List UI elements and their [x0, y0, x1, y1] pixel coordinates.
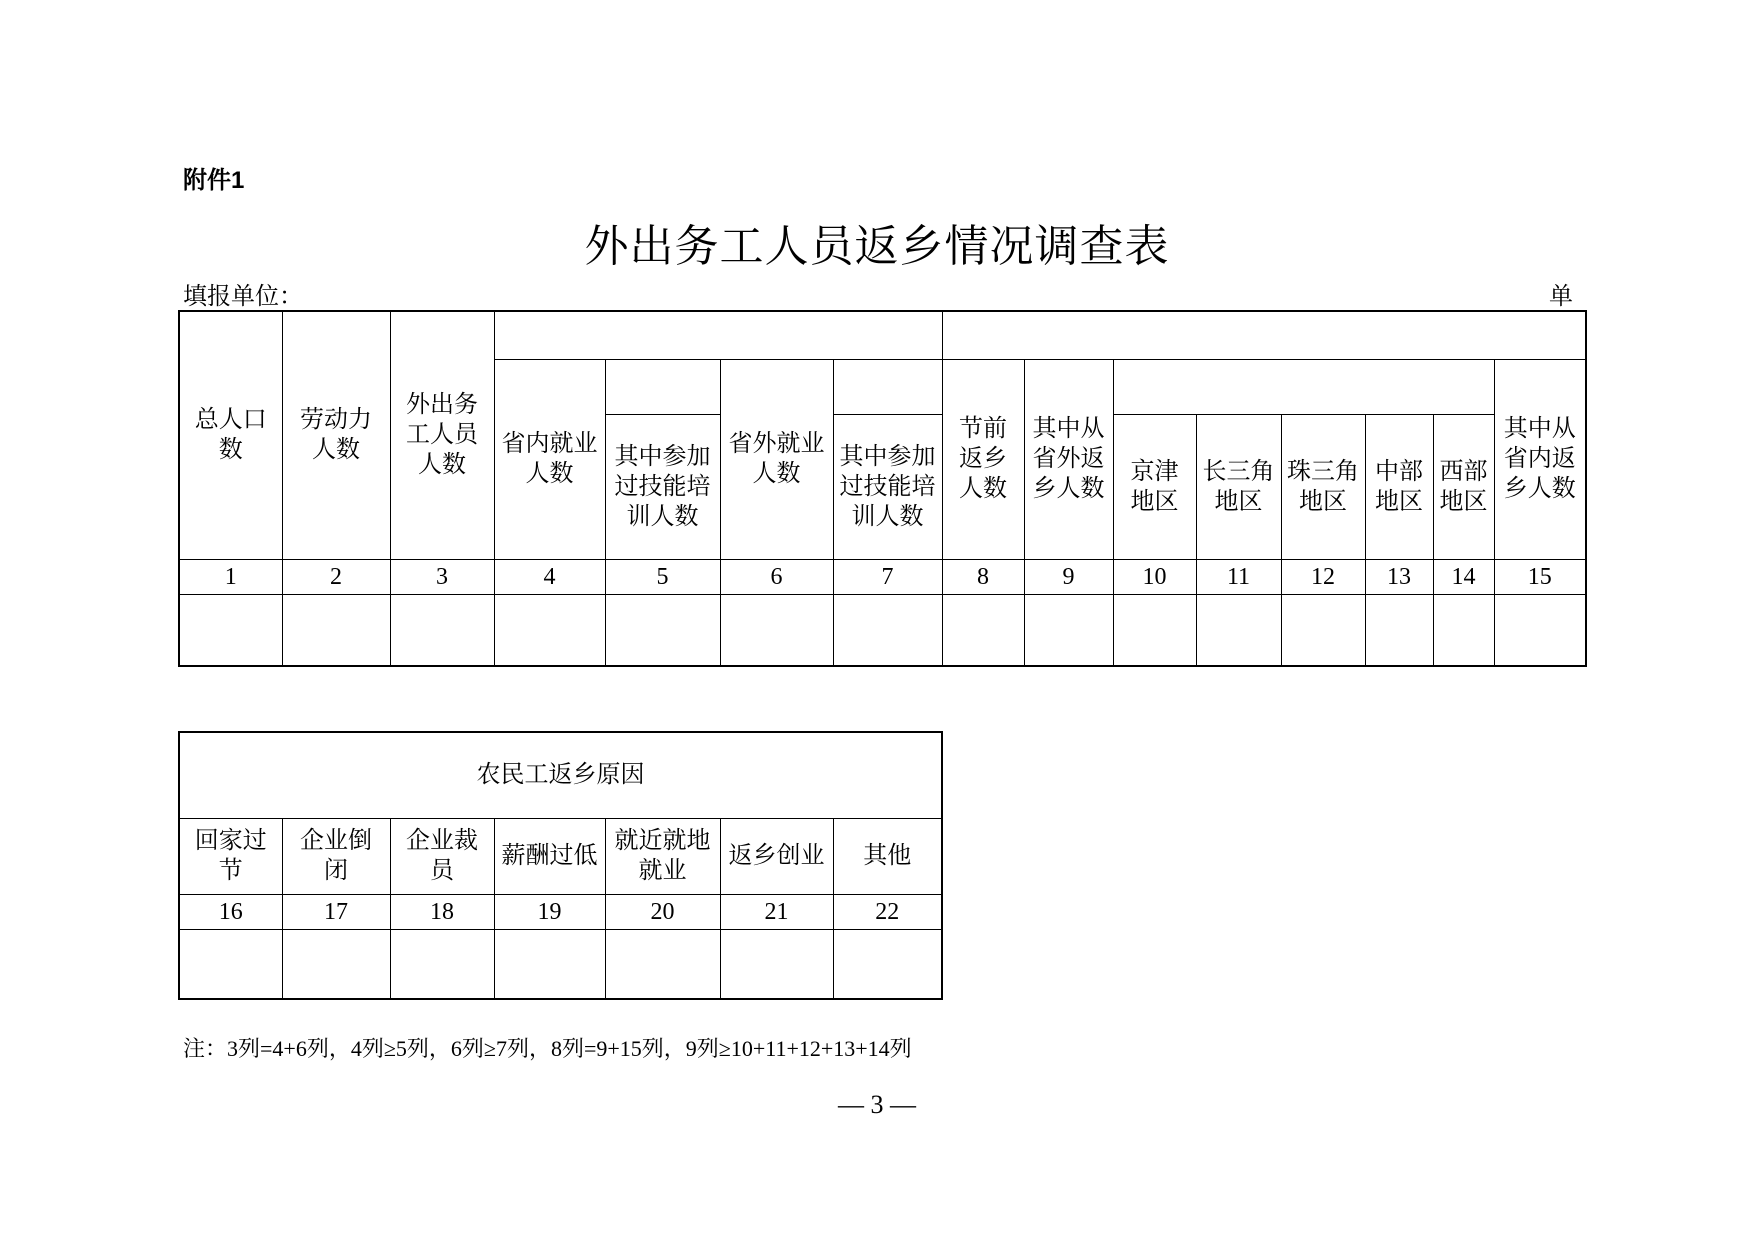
header-label: 省内就业 人数	[501, 431, 598, 487]
survey-table	[178, 310, 1587, 667]
reason-label: 回家过 节	[194, 828, 267, 884]
header-cell-col-4	[494, 359, 605, 559]
data-cell[interactable]	[390, 929, 494, 999]
reason-label: 返乡创业	[728, 843, 825, 869]
header-cell-col-7	[833, 414, 942, 559]
column-number: 13	[1365, 559, 1433, 594]
header-label: 其中参加 过技能培 训人数	[614, 443, 711, 530]
column-number: 20	[605, 894, 720, 929]
data-cell[interactable]	[833, 929, 942, 999]
data-cell[interactable]	[720, 929, 833, 999]
data-cell[interactable]	[1113, 594, 1196, 666]
header-label: 省外就业 人数	[728, 431, 825, 487]
data-cell[interactable]	[282, 929, 390, 999]
data-cell[interactable]	[390, 594, 494, 666]
data-cell[interactable]	[1196, 594, 1281, 666]
column-number: 2	[282, 559, 390, 594]
column-number: 1	[179, 559, 282, 594]
column-number: 9	[1024, 559, 1113, 594]
reason-header-cell	[179, 818, 282, 894]
header-group-blank	[605, 359, 720, 414]
data-cell[interactable]	[1494, 594, 1586, 666]
return-reason-table	[178, 731, 943, 1000]
column-number: 16	[179, 894, 282, 929]
reason-table-title: 农民工返乡原因	[179, 732, 942, 818]
reason-label: 企业倒 闭	[300, 828, 372, 884]
data-cell[interactable]	[942, 594, 1024, 666]
header-cell-col-13	[1365, 414, 1433, 559]
data-cell[interactable]	[1281, 594, 1365, 666]
column-number: 5	[605, 559, 720, 594]
column-number: 14	[1433, 559, 1494, 594]
data-cell[interactable]	[605, 594, 720, 666]
reason-label: 其他	[863, 843, 912, 869]
header-label: 其中参加 过技能培 训人数	[839, 443, 936, 530]
reason-label: 企业裁 员	[406, 828, 478, 884]
data-cell[interactable]	[1024, 594, 1113, 666]
footnote: 注：3列=4+6列，4列≥5列，6列≥7列，8列=9+15列，9列≥10+11+12+13+14列	[183, 1036, 912, 1061]
data-cell[interactable]	[833, 594, 942, 666]
header-cell-col-11	[1196, 414, 1281, 559]
data-cell[interactable]	[1433, 594, 1494, 666]
data-cell[interactable]	[720, 594, 833, 666]
column-number: 12	[1281, 559, 1365, 594]
data-cell[interactable]	[179, 929, 282, 999]
header-label: 其中从 省内返 乡人数	[1503, 416, 1576, 502]
header-label: 总人口 数	[194, 407, 267, 464]
column-number: 3	[390, 559, 494, 594]
data-cell[interactable]	[1365, 594, 1433, 666]
header-label: 中部 地区	[1375, 458, 1423, 515]
reason-header-cell	[390, 818, 494, 894]
column-number: 22	[833, 894, 942, 929]
header-label: 京津 地区	[1130, 458, 1179, 515]
header-cell-col-2	[282, 311, 390, 559]
header-label: 劳动力 人数	[300, 407, 372, 464]
header-cell-col-5	[605, 414, 720, 559]
header-group-blank	[1113, 359, 1494, 414]
header-label: 节前 返乡 人数	[959, 416, 1007, 502]
reason-label: 薪酬过低	[501, 843, 598, 869]
header-cell-col-8	[942, 359, 1024, 559]
header-cell-col-14	[1433, 414, 1494, 559]
header-label: 外出务 工人员 人数	[406, 392, 478, 479]
header-cell-col-3	[390, 311, 494, 559]
header-label: 长三角 地区	[1202, 458, 1275, 515]
data-cell[interactable]	[605, 929, 720, 999]
header-group-blank	[833, 359, 942, 414]
column-number: 10	[1113, 559, 1196, 594]
attachment-label: 附件1	[183, 167, 245, 194]
data-cell[interactable]	[494, 594, 605, 666]
column-number: 21	[720, 894, 833, 929]
reason-header-cell	[605, 818, 720, 894]
column-number: 11	[1196, 559, 1281, 594]
page-number: — 3 —	[838, 1090, 916, 1119]
header-label: 西部 地区	[1439, 458, 1488, 515]
header-cell-col-15	[1494, 359, 1586, 559]
header-cell-col-1	[179, 311, 282, 559]
column-number: 6	[720, 559, 833, 594]
document-title: 外出务工人员返乡情况调查表	[584, 222, 1170, 271]
data-cell[interactable]	[282, 594, 390, 666]
header-group-blank	[494, 311, 942, 359]
header-cell-col-12	[1281, 414, 1365, 559]
data-cell[interactable]	[494, 929, 605, 999]
header-cell-col-6	[720, 359, 833, 559]
column-number: 4	[494, 559, 605, 594]
header-label: 其中从 省外返 乡人数	[1032, 416, 1105, 502]
header-label: 珠三角 地区	[1287, 458, 1359, 515]
column-number: 8	[942, 559, 1024, 594]
column-number: 19	[494, 894, 605, 929]
column-number: 17	[282, 894, 390, 929]
reason-header-cell	[833, 818, 942, 894]
reason-header-cell	[494, 818, 605, 894]
filling-unit-label: 填报单位：	[183, 284, 303, 310]
reason-header-cell	[720, 818, 833, 894]
header-group-blank	[942, 311, 1586, 359]
reason-label: 就近就地 就业	[614, 828, 711, 884]
column-number: 7	[833, 559, 942, 594]
data-cell[interactable]	[179, 594, 282, 666]
reason-header-cell	[282, 818, 390, 894]
header-cell-col-10	[1113, 414, 1196, 559]
unit-label: 单	[1549, 284, 1573, 310]
column-number: 15	[1494, 559, 1586, 594]
column-number: 18	[390, 894, 494, 929]
header-cell-col-9	[1024, 359, 1113, 559]
